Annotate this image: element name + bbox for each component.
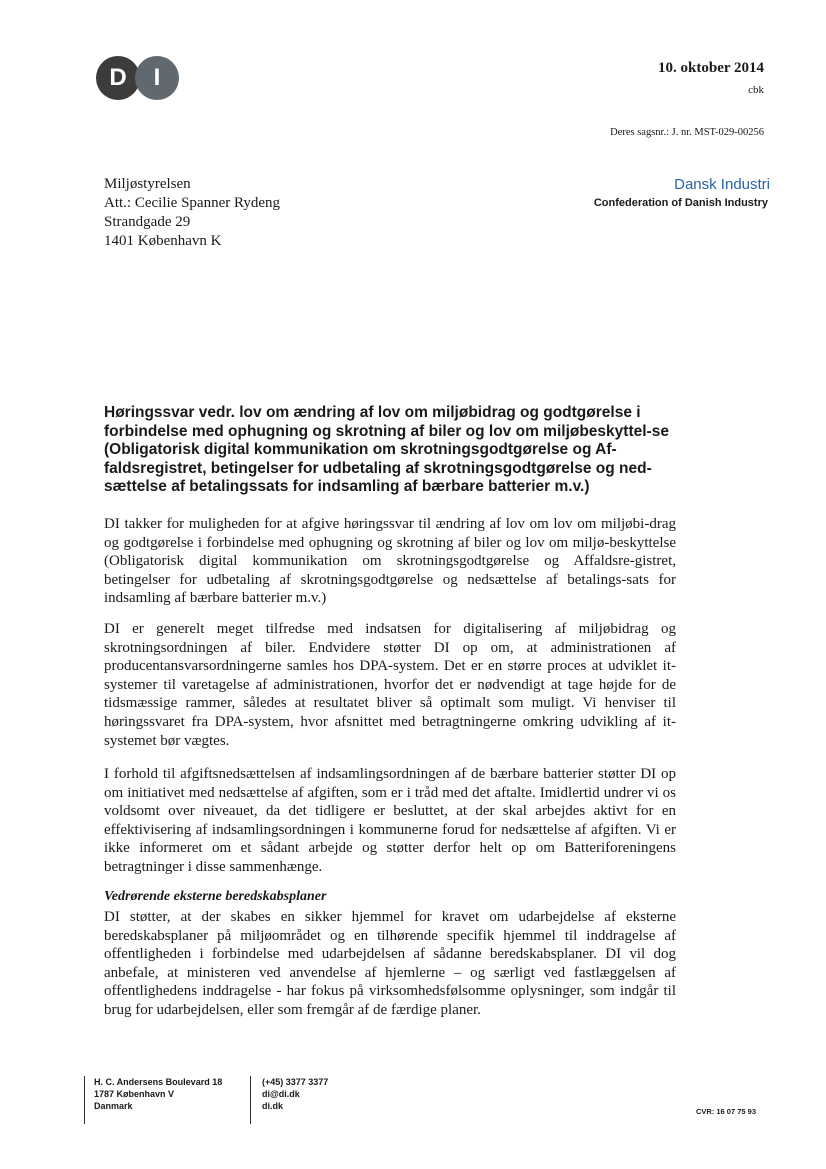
footer-email: di@di.dk bbox=[262, 1089, 300, 1099]
case-reference: Deres sagsnr.: J. nr. MST-029-00256 bbox=[610, 127, 764, 138]
recipient-address bbox=[104, 175, 280, 251]
body-paragraph: DI takker for muligheden for at afgive høringssvar til ændring af lov om lov om miljøbi-drag og godtgørelse i forbindelse med ophugning og skrotning af biler og lov om miljø-beskyttelse (Obligatorisk digital kommunikation om skrotningsgodtgørelse og Affaldsre-gistret, betingelser for udbetaling af skrotningsgodtgørelse og nedsættelse af betalings-sats for indsamling af bærbare batterier m.v.) bbox=[104, 516, 676, 607]
body-paragraph: DI støtter, at der skabes en sikker hjemmel for kravet om udarbejdelse af eksterne beredskabsplaner på miljøområdet og en tilhørende specifik hjemmel til inddragelse af offentligheden i forbindelse med udarbejdelsen af sådanne beredskabsplaner. DI vil dog anbefale, at ministeren ved anvendelse af hjemlerne – og særligt ved fastlæggelsen af offentlighedens inddragelse - har fokus på virksomhedsfølsomme oplysninger, som indgår til brug for udarbejdelsen, eller som fremgår af de færdige planer. bbox=[104, 909, 676, 1018]
logo-letter-d: D bbox=[96, 56, 140, 100]
footer-address-line: H. C. Andersens Boulevard 18 bbox=[94, 1077, 223, 1087]
body-paragraph: I forhold til afgiftsnedsættelsen af indsamlingsordningen af de bærbare batterier støtter DI op om initiativet med nedsættelse af afgiften, som er i tråd med det aftalte. Imidlertid undrer vi os voldsomt over niveauet, da det tidligere er besluttet, at der skal arbejdes aktivt for en effektivisering af indsamlingsordningen i kommunerne forud for nedsættelse af afgiften. Vi er ikke informeret om et sådant arbejde og støtter derfor helt op om Batteriforeningens betragtninger i disse sammenhænge. bbox=[104, 766, 676, 875]
footer-website: di.dk bbox=[262, 1101, 284, 1111]
recipient-line: 1401 København K bbox=[104, 233, 222, 249]
sender-subtitle: Confederation of Danish Industry bbox=[593, 197, 768, 209]
letter-date: 10. oktober 2014 bbox=[658, 60, 764, 76]
footer-address-line: Danmark bbox=[94, 1101, 133, 1111]
footer-divider bbox=[84, 1076, 85, 1124]
footer-contact bbox=[262, 1076, 328, 1112]
letter-subject: Høringssvar vedr. lov om ændring af lov om miljøbidrag og godtgørelse i forbindelse med ophugning og skrotning af biler og lov om miljøbeskyttel-se (Obligatorisk digital kommunikation om skrotningsgodtgørelse og Af-faldsregistret, betingelser for udbetaling af skrotningsgodtgørelse og ned-sættelse af betalingssats for indsamling af bærbare batterier m.v.) bbox=[104, 404, 669, 495]
recipient-line: Att.: Cecilie Spanner Rydeng bbox=[104, 195, 281, 211]
author-initials: cbk bbox=[748, 84, 764, 96]
recipient-line: Miljøstyrelsen bbox=[104, 176, 191, 192]
sender-name: Dansk Industri bbox=[674, 176, 770, 193]
footer-cvr: CVR: 16 07 75 93 bbox=[695, 1107, 756, 1116]
footer-address bbox=[94, 1076, 222, 1112]
section-heading: Vedrørende eksterne beredskabsplaner bbox=[104, 889, 327, 904]
footer-divider bbox=[250, 1076, 251, 1124]
footer-address-line: 1787 København V bbox=[94, 1089, 175, 1099]
logo-letter-i: I bbox=[135, 56, 179, 100]
di-logo bbox=[96, 56, 182, 100]
footer-phone: (+45) 3377 3377 bbox=[262, 1077, 329, 1087]
body-paragraph: DI er generelt meget tilfredse med indsatsen for digitalisering af miljøbidrag og skrotningsordningen af biler. Endvidere støtter DI op om, at administrationen af producentansvarsordningerne samles hos DPA-system. Det er en større proces at udviklet it-systemer til varetagelse af administrationen, hvorfor det er nødvendigt at tage højde for de tidsmæssige rammer, således at resultatet bliver så optimalt som muligt. Vi henviser til høringssvaret fra DPA-system, hvor afsnittet med betragtningerne omkring udvikling af it-systemet bør vægtes. bbox=[104, 621, 676, 749]
recipient-line: Strandgade 29 bbox=[104, 214, 191, 230]
